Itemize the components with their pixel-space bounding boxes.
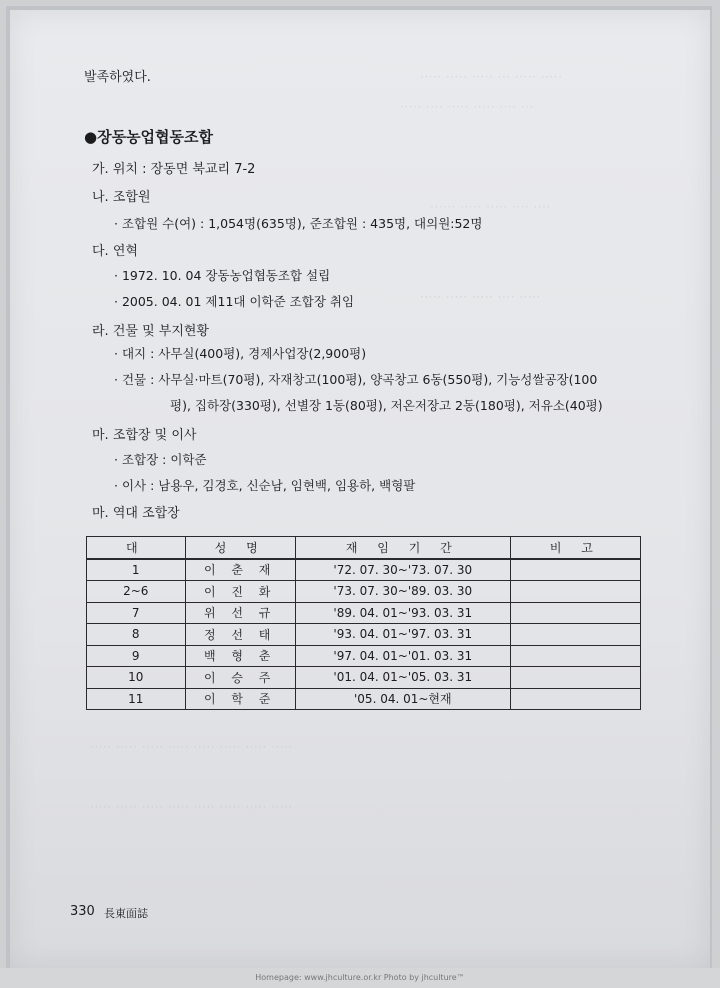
- cell-name: 백 형 춘: [185, 645, 295, 667]
- cell-term: '05. 04. 01~현재: [295, 688, 510, 710]
- intro-text: 발족하였다.: [84, 70, 151, 85]
- header-term: 재 임 기 간: [295, 537, 510, 559]
- credit-text: Homepage: www.jhculture.or.kr Photo by jhculture™: [255, 973, 465, 982]
- cell-note: [510, 624, 640, 646]
- chairman-line: · 조합장 : 이학준: [114, 452, 207, 467]
- members-detail: · 조합원 수(여) : 1,054명(635명), 준조합원 : 435명, 대의원:52명: [114, 216, 483, 231]
- cell-term: '01. 04. 01~'05. 03. 31: [295, 667, 510, 689]
- cell-name: 이 승 주: [185, 667, 295, 689]
- table-row: [87, 559, 641, 581]
- header-note: 비 고: [510, 537, 640, 559]
- cell-name: 위 선 규: [185, 602, 295, 624]
- cell-note: [510, 602, 640, 624]
- header-generation: 대: [87, 537, 186, 559]
- cell-generation: 11: [87, 688, 186, 710]
- buildings-line-2: 평), 집하장(330평), 선별장 1동(80평), 저온저장고 2동(180평), 저유소(40평): [170, 398, 603, 413]
- history-item-2: · 2005. 04. 01 제11대 이학준 조합장 취임: [114, 294, 355, 309]
- history-item-1: · 1972. 10. 04 장동농업협동조합 설립: [114, 268, 331, 283]
- page-number: 330: [70, 904, 95, 919]
- table-header-row: [87, 537, 641, 559]
- table-row: [87, 667, 641, 689]
- cell-term: '73. 07. 30~'89. 03. 30: [295, 581, 510, 603]
- facilities-header: 라. 건물 및 부지현황: [92, 324, 209, 339]
- land-line: · 대지 : 사무실(400평), 경제사업장(2,900평): [114, 346, 367, 361]
- credit-bar: [0, 968, 720, 988]
- cell-note: [510, 559, 640, 581]
- cell-note: [510, 581, 640, 603]
- cell-generation: 2~6: [87, 581, 186, 603]
- cell-name: 이 진 화: [185, 581, 295, 603]
- table-row: [87, 602, 641, 624]
- table-row: [87, 688, 641, 710]
- cell-name: 이 춘 재: [185, 559, 295, 581]
- succession-header: 마. 역대 조합장: [92, 506, 180, 521]
- buildings-line-1: · 건물 : 사무실·마트(70평), 자재창고(100평), 양곡창고 6동(550평), 기능성쌀공장(100: [114, 372, 598, 387]
- cell-term: '89. 04. 01~'93. 03. 31: [295, 602, 510, 624]
- cell-note: [510, 645, 640, 667]
- cell-name: 정 선 태: [185, 624, 295, 646]
- cell-generation: 8: [87, 624, 186, 646]
- history-header: 다. 연혁: [92, 244, 138, 259]
- cell-generation: 9: [87, 645, 186, 667]
- cell-name: 이 학 준: [185, 688, 295, 710]
- table-row: [87, 645, 641, 667]
- cell-note: [510, 688, 640, 710]
- directors-line: · 이사 : 남용우, 김경호, 신순남, 임현백, 임용하, 백형팔: [114, 478, 416, 493]
- cell-term: '93. 04. 01~'97. 03. 31: [295, 624, 510, 646]
- section-title: ●장동농업협동조합: [84, 128, 214, 146]
- cell-term: '97. 04. 01~'01. 03. 31: [295, 645, 510, 667]
- succession-table: [86, 536, 641, 710]
- header-name: 성 명: [185, 537, 295, 559]
- location-line: 가. 위치 : 장동면 북교리 7-2: [92, 162, 256, 177]
- cell-generation: 10: [87, 667, 186, 689]
- cell-term: '72. 07. 30~'73. 07. 30: [295, 559, 510, 581]
- leaders-header: 마. 조합장 및 이사: [92, 428, 197, 443]
- cell-note: [510, 667, 640, 689]
- cell-generation: 1: [87, 559, 186, 581]
- book-title: 長東面誌: [104, 907, 148, 920]
- table-row: [87, 624, 641, 646]
- cell-generation: 7: [87, 602, 186, 624]
- table-row: [87, 581, 641, 603]
- members-header: 나. 조합원: [92, 190, 151, 205]
